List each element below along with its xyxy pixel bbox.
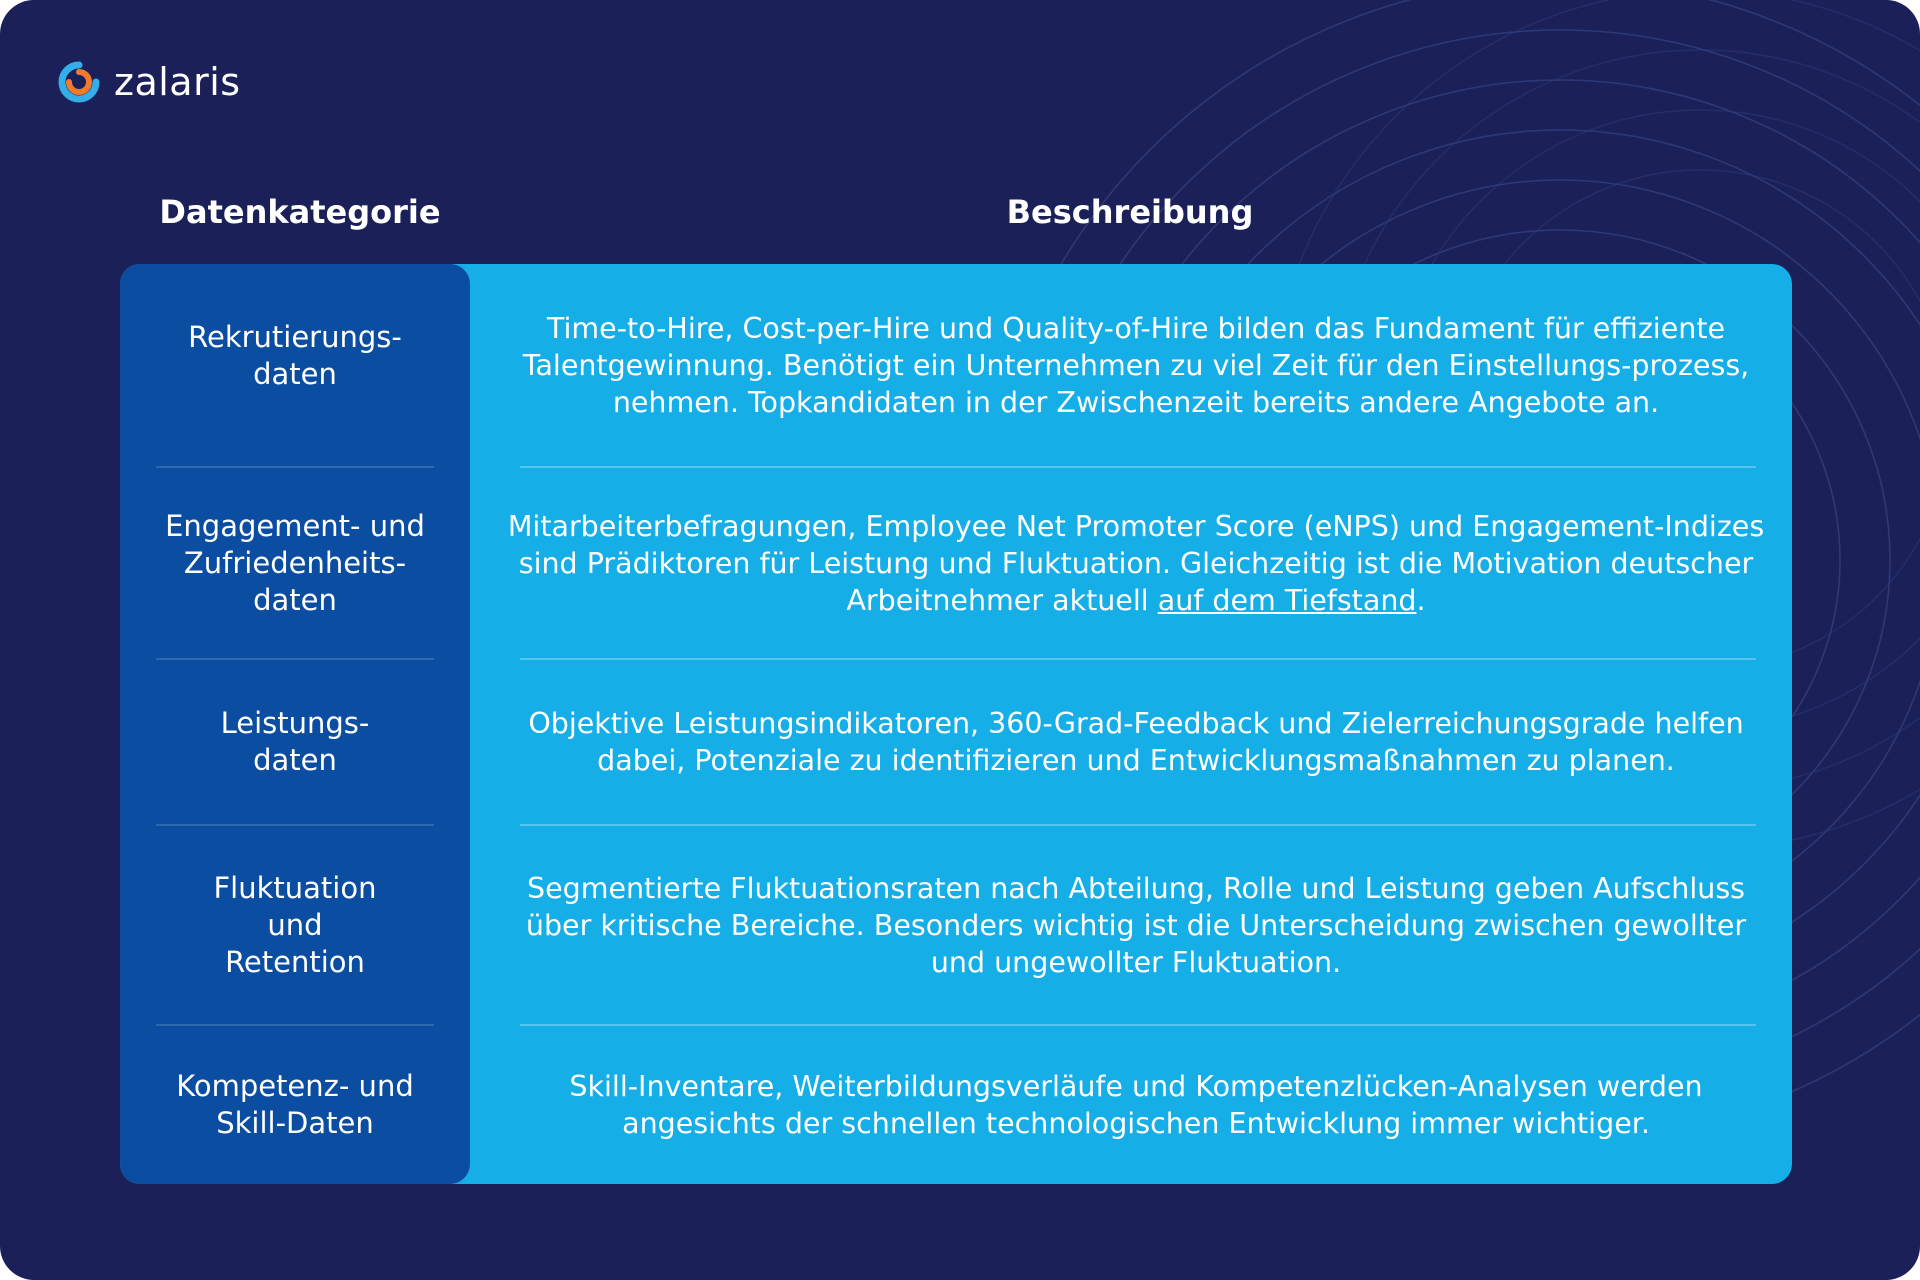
- table-row: [120, 1026, 1792, 1184]
- description-text: [500, 508, 1772, 619]
- category-cell: Fluktuation und Retention: [213, 870, 377, 979]
- description-cell: [500, 826, 1772, 1024]
- category-cell: Rekrutierungs- daten: [188, 320, 402, 391]
- tiefstand-link[interactable]: auf dem Tiefstand: [1157, 583, 1417, 617]
- description-text-part: Mitarbeiterbefragungen, Employee Net Promoter Score (eNPS) und Engagement-Indizes sind Prädiktoren für Leistung und Fluktuation. Gleichzeitig ist die Motivation deutscher Arbeitnehmer aktuell: [507, 509, 1765, 617]
- description-cell: [500, 1026, 1772, 1184]
- column-header-category: Datenkategorie: [159, 193, 441, 231]
- table-row: [120, 826, 1792, 1024]
- brand-name: zalaris: [114, 60, 241, 104]
- category-cell: Kompetenz- und Skill-Daten: [176, 1069, 414, 1140]
- brand-logo: [58, 58, 241, 106]
- category-cell: Leistungs- daten: [220, 706, 370, 777]
- category-cell: Engagement- und Zufriedenheits- daten: [165, 508, 425, 617]
- description-text: Time-to-Hire, Cost-per-Hire und Quality-of-Hire bilden das Fundament für effiziente Talentgewinnung. Benötigt ein Unternehmen zu viel Zeit für den Einstellungs-prozess, nehmen. Topkandidaten in der Zwischenzeit bereits andere Angebote an.: [522, 311, 1750, 419]
- column-header-description: Beschreibung: [1006, 193, 1254, 231]
- description-text: Skill-Inventare, Weiterbildungsverläufe und Kompetenzlücken-Analysen werden angesichts der schnellen technologischen Entwicklung immer wichtiger.: [569, 1070, 1703, 1140]
- description-text: Segmentierte Fluktuationsraten nach Abteilung, Rolle und Leistung geben Aufschluss über kritische Bereiche. Besonders wichtig ist die Unterscheidung zwischen gewollter und ungewollter Fluktuation.: [525, 871, 1747, 979]
- description-cell: [500, 264, 1772, 466]
- table-row: [120, 264, 1792, 466]
- description-text-part: .: [1416, 583, 1426, 617]
- table-row: [120, 660, 1792, 824]
- table-row: [120, 468, 1792, 658]
- description-cell: [500, 660, 1772, 824]
- description-cell: [500, 468, 1772, 658]
- data-category-table: [120, 264, 1792, 1184]
- description-text: Objektive Leistungsindikatoren, 360-Grad-Feedback und Zielerreichungsgrade helfen dabei, Potenziale zu identifizieren und Entwicklungsmaßnahmen zu planen.: [528, 707, 1744, 777]
- zalaris-swirl-icon: [58, 61, 100, 103]
